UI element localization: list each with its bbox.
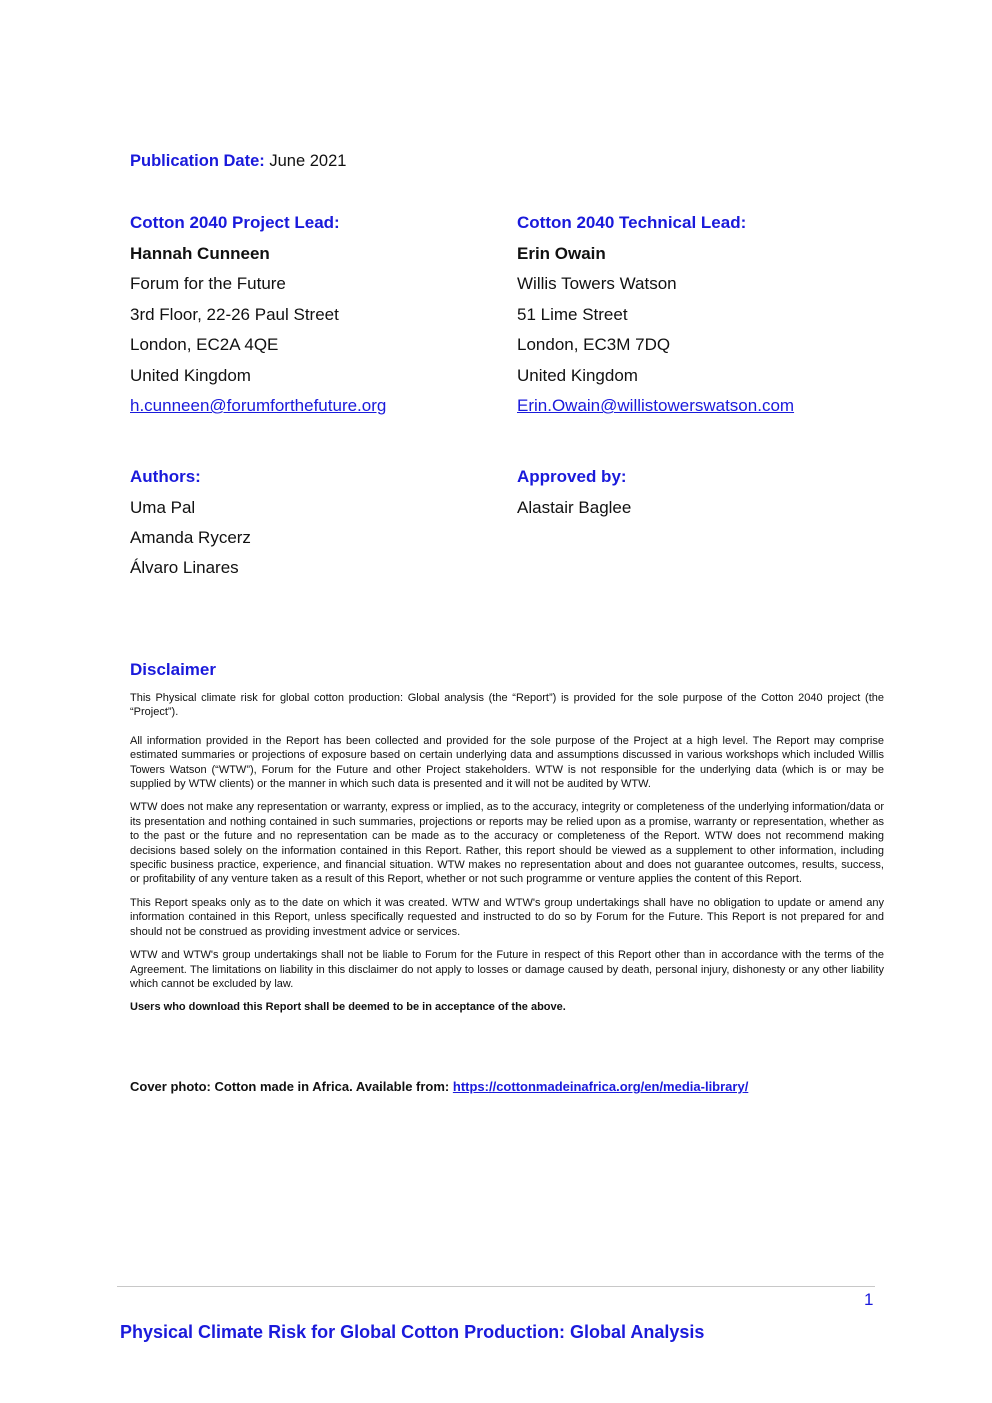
project-lead-heading: Cotton 2040 Project Lead:	[130, 213, 340, 232]
technical-lead-country: United Kingdom	[517, 366, 638, 385]
cover-photo-label: Cover photo: Cotton made in Africa. Available from:	[130, 1079, 450, 1094]
project-lead-email-link[interactable]: h.cunneen@forumforthefuture.org	[130, 396, 387, 415]
project-lead-address1: 3rd Floor, 22-26 Paul Street	[130, 305, 339, 324]
technical-lead-address1: 51 Lime Street	[517, 305, 628, 324]
project-lead-country: United Kingdom	[130, 366, 251, 385]
publication-date-label: Publication Date:	[130, 152, 265, 170]
author-name: Álvaro Linares	[130, 558, 239, 577]
technical-lead-org: Willis Towers Watson	[517, 274, 677, 293]
cover-photo-credit	[130, 1079, 748, 1094]
disclaimer-body	[130, 691, 884, 1015]
technical-lead-address2: London, EC3M 7DQ	[517, 335, 671, 354]
page-number: 1	[864, 1290, 874, 1309]
technical-lead-heading: Cotton 2040 Technical Lead:	[517, 213, 747, 232]
disclaimer-paragraph: WTW and WTW's group undertakings shall not be liable to Forum for the Future in respect of this Report other than in accordance with the terms of the Agreement. The limitations on liability in this disclaimer do not apply to losses or damage caused by death, personal injury, dishonesty or any other liability which cannot be excluded by law.	[130, 949, 884, 990]
disclaimer-acceptance: Users who download this Report shall be deemed to be in acceptance of the above.	[130, 1001, 566, 1014]
approved-by-heading: Approved by:	[517, 467, 627, 486]
footer-divider	[117, 1286, 875, 1287]
project-lead-address2: London, EC2A 4QE	[130, 335, 279, 354]
author-name: Amanda Rycerz	[130, 528, 251, 547]
disclaimer-paragraph: This Physical climate risk for global cotton production: Global analysis (the “Report”) is provided for the sole purpose of the Cotton 2040 project (the “Project”).	[130, 692, 884, 719]
authors-heading: Authors:	[130, 467, 201, 486]
project-lead-name: Hannah Cunneen	[130, 244, 270, 263]
disclaimer-paragraph: This Report speaks only as to the date on which it was created. WTW and WTW's group undertakings shall have no obligation to update or amend any information contained in this Report, unless specifically requested and instructed to do so by Forum for the Future. This Report is not prepared for and should not be construed as providing investment advice or services.	[130, 896, 884, 938]
technical-lead-name: Erin Owain	[517, 244, 606, 263]
disclaimer-paragraph: All information provided in the Report has been collected and provided for the sole purpose of the Project at a high level. The Report may comprise estimated summaries or projections of exposure based on certain underlying data and assumptions discussed in various workshops which included Willis Towers Watson (“WTW”), Forum for the Future and other Project stakeholders. WTW is not responsible for the underlying data (which is or may be supplied by WTW clients) or the manner in which such data is presented and it will not be audited by WTW.	[130, 734, 884, 791]
technical-lead-email-link[interactable]: Erin.Owain@willistowerswatson.com	[517, 396, 795, 415]
disclaimer-heading: Disclaimer	[130, 660, 216, 679]
publication-date-value: June 2021	[269, 152, 347, 170]
publication-date	[130, 151, 346, 171]
approver-name: Alastair Baglee	[517, 498, 632, 517]
cover-photo-link[interactable]: https://cottonmadeinafrica.org/en/media-library/	[452, 1079, 749, 1094]
author-name: Uma Pal	[130, 498, 196, 517]
disclaimer-paragraph: WTW does not make any representation or warranty, express or implied, as to the accuracy, integrity or completeness of the underlying information/data or its presentation and nothing contained in such summaries, projections or reports may be relied upon as a promise, warranty or representation, whether as to the past or the future and no representation can be made as to the accuracy or completeness of the Report. WTW does not recommend making decisions based solely on the information contained in this Report. Rather, this report should be viewed as a supplement to other information, including specific business practice, experience, and financial situation. WTW makes no representation about and does not guarantee outcomes, results, success, or profitability of any venture taken as a result of this Report, whether or not such programme or venture applies the content of this Report.	[130, 801, 884, 886]
project-lead-org: Forum for the Future	[130, 274, 286, 293]
footer-title: Physical Climate Risk for Global Cotton Production: Global Analysis	[120, 1322, 705, 1342]
